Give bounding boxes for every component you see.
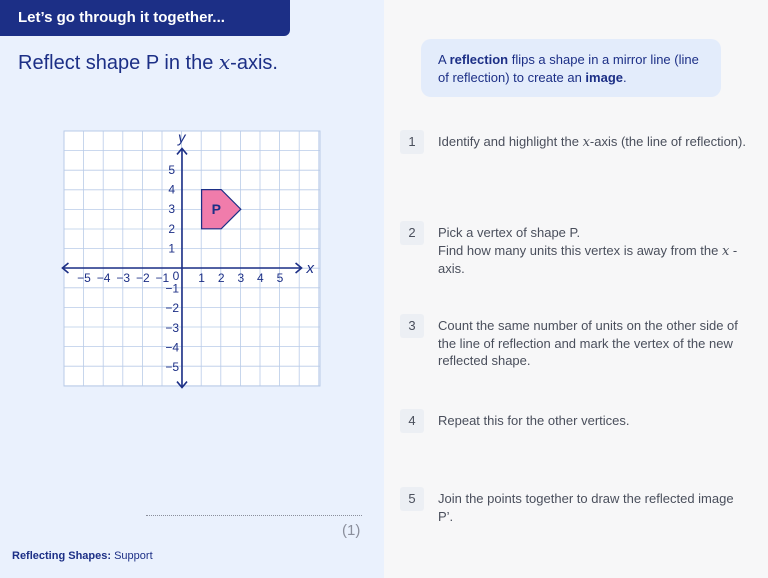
step-text: Repeat this for the other vertices.	[438, 413, 630, 428]
x-tick-label: 5	[276, 271, 284, 285]
step-text: Join the points together to draw the reflected image P’.	[438, 491, 734, 524]
callout-term2: image	[585, 69, 623, 85]
y-tick-label: 5	[168, 163, 175, 177]
section-tag: Let’s go through it together...	[0, 0, 290, 36]
y-tick-label: −4	[165, 340, 179, 355]
answer-line	[146, 515, 362, 516]
question-suffix: -axis.	[230, 52, 278, 74]
footer-topic: Reflecting Shapes:	[12, 550, 112, 562]
footer-title	[12, 550, 153, 562]
grid-background	[64, 131, 320, 386]
x-tick-label: 4	[257, 271, 264, 285]
x-tick-label: −5	[77, 271, 91, 285]
step-text-post: -axis (the line of reflection).	[589, 134, 746, 149]
step-number: 5	[400, 487, 424, 511]
y-tick-label: 2	[168, 221, 175, 236]
y-tick-label: −3	[165, 320, 179, 335]
y-tick-label: −1	[165, 281, 179, 296]
y-tick-label: −2	[165, 301, 179, 316]
marks-label: (1)	[342, 522, 361, 539]
step-text-var: x	[582, 135, 590, 150]
x-tick-label: −1	[155, 271, 170, 285]
step-number: 2	[400, 221, 424, 245]
callout-mid: flips a shape in a mirror line (line of reflection) to create an	[438, 52, 699, 85]
x-tick-label: 1	[198, 271, 205, 285]
y-axis-label: y	[178, 129, 186, 147]
x-tick-label: −3	[116, 271, 131, 285]
step-text-pre: Find how many units this vertex is away from the	[438, 242, 722, 258]
definition-callout	[421, 39, 721, 97]
footer-subtitle: Support	[114, 550, 153, 562]
shape-p-label: P	[211, 201, 221, 218]
step-number: 3	[400, 314, 424, 338]
step-text-var: x	[721, 243, 730, 259]
x-tick-label: −4	[96, 271, 111, 285]
origin-label: 0	[172, 269, 180, 283]
coordinate-grid	[0, 0, 384, 420]
y-tick-label: −5	[165, 360, 179, 374]
step-text: Count the same number of units on the other side of the line of reflection and mark the vertex of the new reflected shape.	[438, 318, 738, 368]
step-text-line1: Pick a vertex of shape P.	[438, 225, 581, 240]
question-axis-var: x	[218, 50, 231, 74]
grid-lines	[64, 131, 320, 386]
question-prefix: Reflect shape P in the	[18, 52, 219, 74]
x-tick-label: 2	[217, 271, 225, 285]
callout-term: reflection	[449, 52, 509, 67]
step-text-post: -axis.	[438, 242, 738, 276]
x-axis-label: x	[306, 260, 315, 277]
y-tick-label: 1	[168, 241, 175, 256]
step-text	[438, 224, 748, 278]
step-text-pre: Identify and highlight the	[438, 134, 583, 149]
y-tick-label: 3	[168, 202, 175, 217]
x-tick-label: −2	[135, 271, 150, 285]
callout-post: .	[623, 69, 627, 85]
y-tick-label: 4	[168, 182, 175, 197]
step-number: 4	[400, 409, 424, 433]
step-number: 1	[400, 130, 424, 154]
step-text	[438, 133, 748, 152]
callout-pre: A	[438, 52, 450, 67]
x-tick-label: 3	[237, 271, 245, 285]
